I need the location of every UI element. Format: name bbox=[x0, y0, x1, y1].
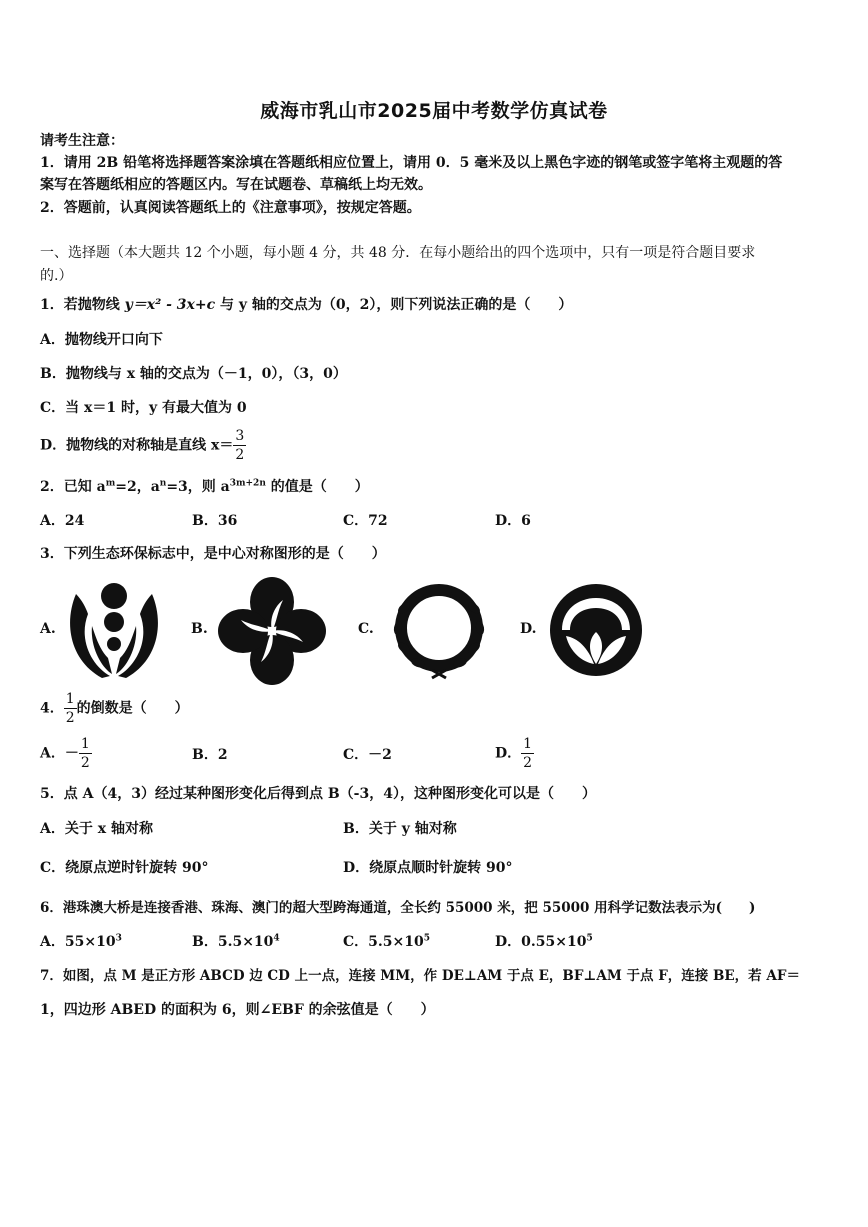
notice-heading: 请考生注意： bbox=[40, 133, 124, 149]
question-1-stem bbox=[40, 295, 572, 315]
option-exponent: 3 bbox=[115, 933, 122, 944]
fraction-numerator: 1 bbox=[80, 736, 90, 752]
question-5-option-d: D．绕原点顺时针旋转 90° bbox=[343, 860, 513, 876]
question-1-option-d-text: D．抛物线的对称轴是直线 x＝ bbox=[40, 437, 234, 454]
fraction-numerator: 3 bbox=[235, 428, 245, 444]
question-4-option-a bbox=[40, 735, 92, 772]
flame-emblem-icon bbox=[64, 582, 164, 682]
fraction-denominator: 2 bbox=[523, 755, 533, 771]
four-petal-emblem-icon bbox=[217, 576, 327, 686]
option-prefix: D． bbox=[495, 745, 522, 762]
question-3-option-d-label: D. bbox=[520, 621, 537, 637]
question-4-fraction bbox=[64, 690, 77, 727]
option-exponent: 5 bbox=[423, 933, 430, 944]
question-2-option-d: D．6 bbox=[495, 513, 531, 529]
question-2-stem-b: =2，a bbox=[115, 479, 160, 495]
fraction-numerator: 1 bbox=[65, 691, 75, 707]
question-3-option-b-label: B. bbox=[191, 621, 208, 637]
question-2-stem-c: =3，则 a bbox=[166, 479, 230, 495]
question-2-option-b: B．36 bbox=[192, 513, 238, 529]
question-2-stem bbox=[40, 477, 369, 497]
question-3-stem: 3．下列生态环保标志中，是中心对称图形的是（ ） bbox=[40, 546, 386, 562]
circle-leaf-emblem-icon bbox=[548, 582, 644, 678]
question-5-option-c: C．绕原点逆时针旋转 90° bbox=[40, 860, 209, 876]
question-2-stem-a: 2．已知 a bbox=[40, 479, 106, 495]
question-3-option-a-label: A. bbox=[40, 621, 56, 637]
section-1-heading-line-1: 一、选择题（本大题共 12 个小题，每小题 4 分，共 48 分．在每小题给出的四个选项中，只有一项是符合题目要求 bbox=[40, 245, 756, 261]
question-6-stem: 6．港珠澳大桥是连接香港、珠海、澳门的超大型跨海通道，全长约 55000 米，把 55000 用科学记数法表示为( ) bbox=[40, 900, 756, 916]
option-base: C．5.5×10 bbox=[343, 934, 424, 950]
question-4-option-b: B．2 bbox=[192, 747, 228, 763]
question-2-stem-d: 的值是（ ） bbox=[265, 479, 369, 495]
section-1-heading-line-2: 的.） bbox=[40, 268, 73, 284]
question-4-option-d bbox=[495, 735, 534, 772]
option-prefix: A．－ bbox=[40, 745, 79, 762]
notice-item-2: 2．答题前，认真阅读答题纸上的《注意事项》，按规定答题。 bbox=[40, 200, 421, 216]
exponent-3m-2n: 3m+2n bbox=[229, 478, 266, 489]
option-base: B．5.5×10 bbox=[192, 934, 274, 950]
option-fraction bbox=[521, 735, 534, 772]
notice-item-1-line-1: 1．请用 2B 铅笔将选择题答案涂填在答题纸相应位置上，请用 0．5 毫米及以上黑色字迹的钢笔或签字笔将主观题的答 bbox=[40, 155, 783, 171]
option-base: D．0.55×10 bbox=[495, 934, 587, 950]
exponent-n: n bbox=[159, 478, 167, 489]
question-4-number: 4． bbox=[40, 700, 64, 717]
fraction-denominator: 2 bbox=[235, 447, 245, 463]
question-1-option-b: B．抛物线与 x 轴的交点为（－1，0），（3，0） bbox=[40, 366, 347, 382]
question-5-option-a: A．关于 x 轴对称 bbox=[40, 821, 153, 837]
question-3-option-c-label: C. bbox=[358, 621, 374, 637]
laurel-wreath-icon bbox=[384, 578, 494, 682]
question-2-option-c: C．72 bbox=[343, 513, 388, 529]
option-exponent: 4 bbox=[273, 933, 280, 944]
fraction-denominator: 2 bbox=[80, 755, 90, 771]
question-5-option-b: B．关于 y 轴对称 bbox=[343, 821, 457, 837]
question-6-option-c bbox=[343, 932, 430, 952]
question-7-line-1: 7．如图，点 M 是正方形 ABCD 边 CD 上一点，连接 MM，作 DE⊥AM 于点 E，BF⊥AM 于点 F，连接 BE，若 AF＝ bbox=[40, 968, 800, 984]
question-1-option-d-fraction bbox=[233, 427, 246, 464]
fraction-denominator: 2 bbox=[65, 710, 75, 726]
question-6-option-a bbox=[40, 932, 122, 952]
question-5-stem: 5．点 A（4，3）经过某种图形变化后得到点 B（-3，4），这种图形变化可以是（ ） bbox=[40, 786, 596, 802]
question-1-stem-a: 1．若抛物线 bbox=[40, 297, 125, 313]
option-base: A．55×10 bbox=[40, 934, 116, 950]
notice-item-1-line-2: 案写在答题纸相应的答题区内。写在试题卷、草稿纸上均无效。 bbox=[40, 177, 432, 193]
question-6-option-b bbox=[192, 932, 280, 952]
option-exponent: 5 bbox=[586, 933, 593, 944]
question-1-option-d bbox=[40, 427, 246, 464]
question-4-option-c: C．－2 bbox=[343, 747, 392, 763]
question-1-option-c: C．当 x＝1 时，y 有最大值为 0 bbox=[40, 400, 247, 416]
question-4-stem-text: 的倒数是（ ） bbox=[76, 700, 189, 717]
fraction-numerator: 1 bbox=[523, 736, 533, 752]
question-4-stem bbox=[40, 690, 189, 727]
question-1-option-a: A．抛物线开口向下 bbox=[40, 332, 163, 348]
question-1-stem-b: 与 y 轴的交点为（0，2），则下列说法正确的是（ ） bbox=[215, 297, 573, 313]
question-2-option-a: A．24 bbox=[40, 513, 85, 529]
exponent-m: m bbox=[105, 478, 116, 489]
question-7-line-2: 1，四边形 ABED 的面积为 6，则∠EBF 的余弦值是（ ） bbox=[40, 1002, 435, 1018]
option-fraction bbox=[79, 735, 92, 772]
page-title: 威海市乳山市2025届中考数学仿真试卷 bbox=[260, 100, 608, 122]
question-1-equation: y＝x² - 3x+c bbox=[124, 297, 216, 313]
question-6-option-d bbox=[495, 932, 593, 952]
